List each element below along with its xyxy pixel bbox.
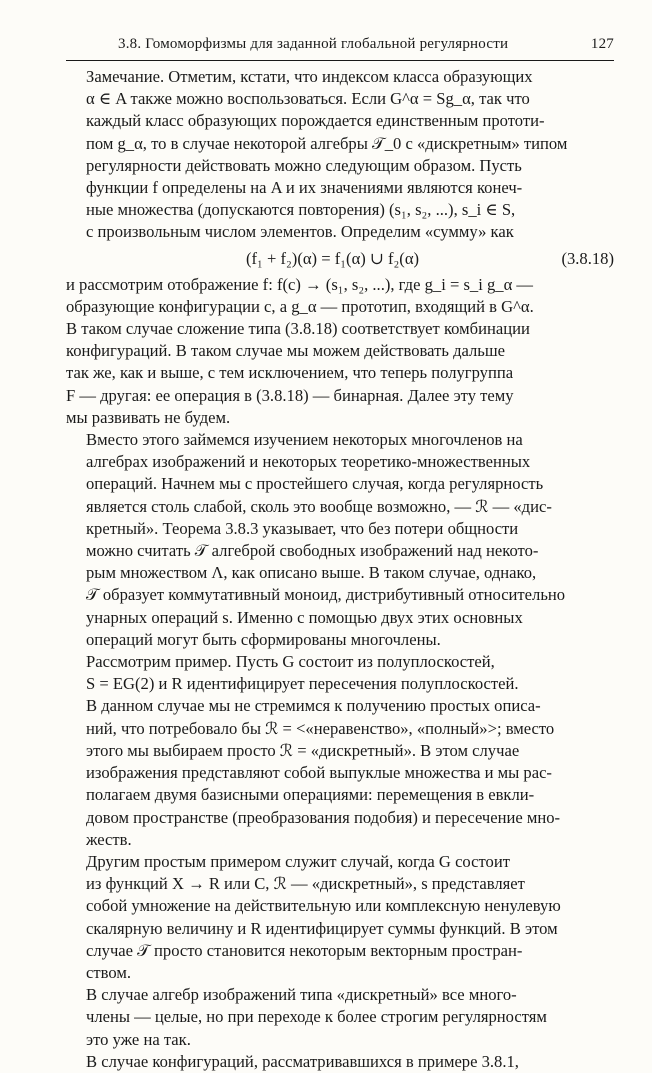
equation-3-8-18 — [66, 244, 614, 274]
section-title: 3.8. Гомоморфизмы для заданной глобальной регулярности — [118, 36, 509, 52]
text-line: ные множества (допускаются повторения) (s₁, s₂, ...), s_i ∈ S, — [86, 200, 516, 220]
text-line: это уже на так. — [86, 1029, 191, 1049]
text-line: члены — целые, но при переходе к более строгим регулярностям — [86, 1007, 547, 1027]
text-line: Замечание. Отметим, кстати, что индексом класса образующих — [86, 67, 533, 86]
text-line: жеств. — [86, 829, 132, 849]
text-line: и рассмотрим отображение f: f(c) → (s₁, s₂, ...), где g_i = s_i g_α — — [66, 274, 534, 294]
text-line: ством. — [86, 962, 131, 982]
text-line: довом пространстве (преобразования подобия) и пересечение мно- — [86, 807, 561, 827]
text-line: 𝒯 образует коммутативный моноид, дистрибутивный относительно — [86, 585, 566, 605]
page-number: 127 — [590, 36, 614, 52]
paragraph-configurations — [66, 1051, 614, 1073]
text-line: S = EG(2) и R идентифицирует пересечения полуплоскостей. — [86, 674, 519, 694]
equation-number: (3.8.18) — [561, 248, 614, 268]
text-line: конфигураций. В таком случае мы можем действовать дальше — [66, 341, 506, 361]
text-line: F — другая: ее операция в (3.8.18) — бинарная. Далее эту тему — [66, 385, 514, 405]
text-line: из функций X → R или C, ℛ — «дискретный», s представляет — [86, 874, 525, 894]
paragraph-remark — [66, 66, 614, 244]
text-line: В таком случае сложение типа (3.8.18) соответствует комбинации — [66, 319, 530, 339]
equation-expression: (f₁ + f₂)(α) = f₁(α) ∪ f₂(α) — [246, 248, 420, 268]
text-line: с произвольным числом элементов. Определим «сумму» как — [86, 222, 514, 242]
text-line: каждый класс образующих порождается единственным прототи- — [86, 111, 545, 131]
text-line: изображения представляют собой выпуклые множества и мы рас- — [86, 763, 552, 783]
text-line: образующие конфигурации c, а g_α — прототип, входящий в G^α. — [66, 296, 534, 316]
text-line: полагаем двумя базисными операциями: перемещения в евкли- — [86, 785, 535, 805]
text-line: пом g_α, то в случае некоторой алгебры 𝒯_0 с «дискретным» типом — [86, 133, 568, 153]
text-line: унарных операций s. Именно с помощью двух этих основных — [86, 607, 523, 627]
text-line: функции f определены на A и их значениями являются конеч- — [86, 178, 523, 198]
text-line: Рассмотрим пример. Пусть G состоит из полуплоскостей, — [86, 652, 495, 672]
paragraph-example-halfplanes — [66, 651, 614, 851]
text-line: Другим простым примером служит случай, когда G состоит — [86, 851, 510, 871]
text-line: Вместо этого займемся изучением некоторых многочленов на — [86, 430, 523, 450]
body-text — [66, 66, 614, 1073]
text-line: ний, что потребовало бы ℛ = <«неравенство», «полный»>; вместо — [86, 718, 555, 738]
text-line: операций могут быть сформированы многочлены. — [86, 629, 441, 649]
text-line: В случае алгебр изображений типа «дискретный» все много- — [86, 985, 517, 1005]
text-line: α ∈ A также можно воспользоваться. Если G^α = Sg_α, так что — [86, 89, 530, 109]
text-line: собой умножение на действительную или комплексную ненулевую — [86, 896, 561, 916]
text-line: операций. Начнем мы с простейшего случая, когда регулярность — [86, 474, 544, 494]
text-line: В данном случае мы не стремимся к получению простых описа- — [86, 696, 541, 716]
text-line: этого мы выбираем просто ℛ = «дискретный». В этом случае — [86, 740, 520, 760]
text-line: кретный». Теорема 3.8.3 указывает, что без потери общности — [86, 518, 519, 538]
paragraph-example-functions — [66, 851, 614, 984]
paragraph-polynomials — [66, 429, 614, 651]
header-rule — [66, 60, 614, 61]
text-line: В случае конфигураций, рассматривавшихся в примере 3.8.1, — [86, 1051, 519, 1071]
text-line: скалярную величину и R идентифицирует суммы функций. В этом — [86, 918, 558, 938]
text-line: можно считать 𝒯 алгеброй свободных изображений над некото- — [86, 541, 539, 561]
text-line: является столь слабой, сколь это вообще возможно, — ℛ — «дис- — [86, 496, 552, 516]
text-line: так же, как и выше, с тем исключением, что теперь полугруппа — [66, 363, 514, 383]
text-line: регулярности действовать можно следующим образом. Пусть — [86, 155, 522, 175]
text-line: случае 𝒯 просто становится некоторым векторным простран- — [86, 940, 523, 960]
text-line: алгебрах изображений и некоторых теоретико-множественных — [86, 452, 531, 472]
text-line: рым множеством Λ, как описано выше. В таком случае, однако, — [86, 563, 537, 583]
text-line: мы развивать не будем. — [66, 407, 231, 427]
paragraph-discrete-algebras — [66, 984, 614, 1051]
paragraph-continuation — [66, 274, 614, 429]
